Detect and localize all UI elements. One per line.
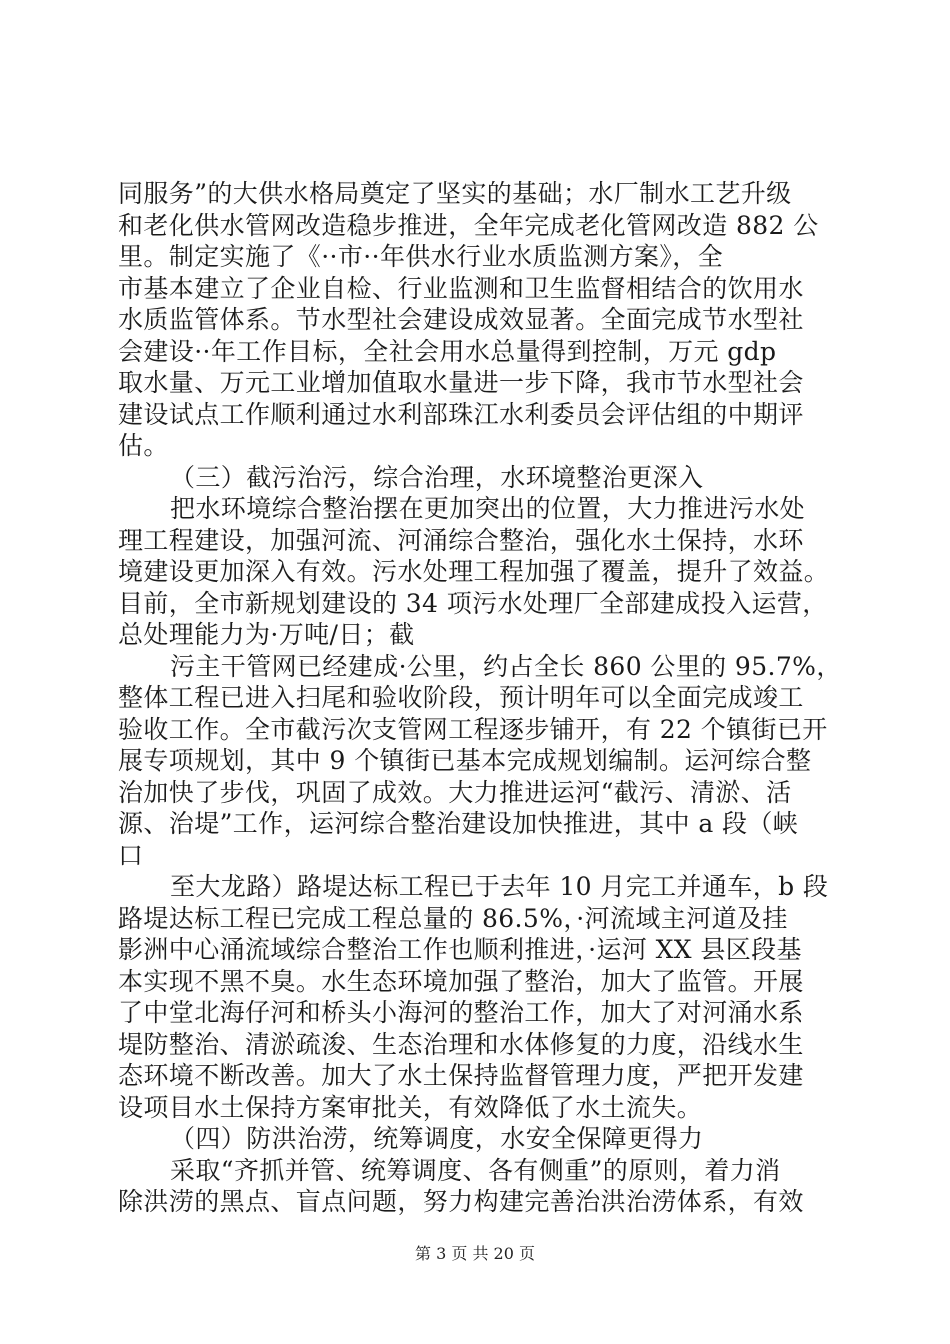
text-line: 和老化供水管网改造稳步推进，全年完成老化管网改造 882 公 [118,210,819,240]
text-line: 路堤达标工程已完成工程总量的 86.5%，·河流域主河道及挂 [118,903,788,933]
text-line: 目前，全市新规划建设的 34 项污水处理厂全部建成投入运营， [118,588,828,618]
text-line: 验收工作。全市截污次支管网工程逐步铺开，有 22 个镇街已开 [118,714,828,744]
text-line: 采取“齐抓并管、统筹调度、各有侧重”的原则，着力消 [170,1155,781,1185]
text-line: 取水量、万元工业增加值取水量进一步下降，我市节水型社会 [118,368,804,397]
text-line: 把水环境综合整治摆在更加突出的位置，大力推进污水处 [170,494,806,523]
text-line: 源、治堤”工作，运河综合整治建设加快推进，其中 a 段（峡 [118,809,799,838]
text-line: 理工程建设，加强河流、河涌综合整治，强化水土保持，水环 [118,525,804,555]
text-line: 设项目水土保持方案审批关，有效降低了水土流失。 [118,1092,703,1122]
text-line: 建设试点工作顺利通过水利部珠江水利委员会评估组的中期评 [118,399,804,429]
text-line: 整体工程已进入扫尾和验收阶段，预计明年可以全面完成竣工 [118,683,804,712]
text-line: （四）防洪治涝，统筹调度，水安全保障更得力 [170,1124,704,1153]
text-line: 总处理能力为·万吨/日；截 [118,620,415,649]
text-line: 至大龙路）路堤达标工程已于去年 10 月完工并通车，b 段 [170,872,829,901]
text-line: 堤防整治、清淤疏浚、生态治理和水体修复的力度，沿线水生 [118,1029,804,1059]
text-line: 里。制定实施了《··市··年供水行业水质监测方案》，全 [118,242,724,271]
text-line: （三）截污治污，综合治理，水环境整治更深入 [170,462,704,492]
text-line: 了中堂北海仔河和桥头小海河的整治工作，加大了对河涌水系 [118,998,804,1027]
text-line: 展专项规划，其中 9 个镇街已基本完成规划编制。运河综合整 [118,746,812,775]
text-line: 同服务”的大供水格局奠定了坚实的基础；水厂制水工艺升级 [118,179,792,208]
text-line: 市基本建立了企业自检、行业监测和卫生监督相结合的饮用水 [118,273,804,303]
text-line: 水质监管体系。节水型社会建设成效显著。全面完成节水型社 [118,305,804,334]
page-footer: 第 3 页 共 20 页 [415,1244,535,1263]
text-line: 态环境不断改善。加大了水土保持监督管理力度，严把开发建 [118,1061,804,1090]
text-line: 口 [118,840,144,870]
text-line: 治加快了步伐，巩固了成效。大力推进运河“截污、清淤、活 [118,777,792,807]
document-body [118,178,840,1218]
text-line: 会建设··年工作目标，全社会用水总量得到控制，万元 gdp [118,336,777,366]
text-line: 境建设更加深入有效。污水处理工程加强了覆盖，提升了效益。 [118,557,830,586]
text-line: 影洲中心涌流域综合整治工作也顺利推进，·运河 XX 县区段基 [118,935,802,964]
text-line: 污主干管网已经建成·公里，约占全长 860 公里的 95.7%， [170,651,842,681]
text-line: 除洪涝的黑点、盲点问题，努力构建完善治洪治涝体系，有效 [118,1187,804,1216]
text-line: 本实现不黑不臭。水生态环境加强了整治，加大了监管。开展 [118,966,804,996]
text-line: 估。 [118,431,169,460]
